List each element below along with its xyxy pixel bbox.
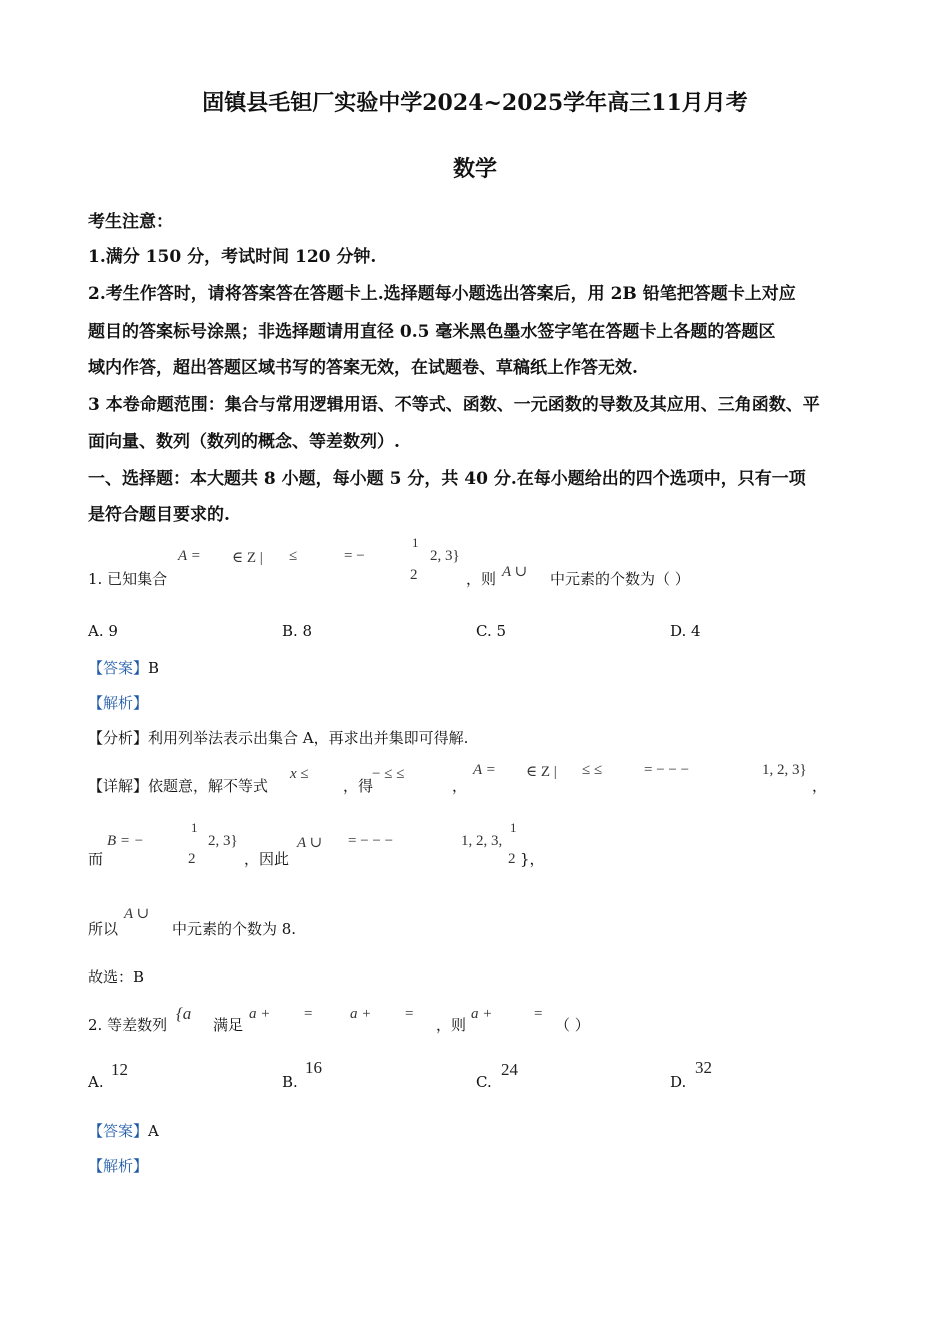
notice-line-2b: 题目的答案标号涂黑；非选择题请用直径 0.5 毫米黑色墨水签字笔在答题卡上各题的答题区 (88, 322, 776, 342)
q1-er: 而 (88, 850, 104, 868)
q1-b-frac-den: 2 (188, 851, 196, 867)
q1-u-math-2: = − − − (348, 833, 394, 849)
q2-manzu: 满足 (213, 1016, 244, 1034)
q1-option-b: B. 8 (282, 622, 313, 640)
section-heading: 一、选择题：本大题共 8 小题，每小题 5 分，共 40 分.在每小题给出的四个选项中，只有一项 (88, 469, 806, 489)
q1-suoyi: 所以 (88, 920, 119, 938)
q2-math-1: a + (249, 1006, 271, 1022)
q1-math-set: 2, 3} (430, 548, 460, 564)
q1-detail-math-2: − ≤ ≤ (372, 766, 405, 782)
q1-b-math-1: B = − (107, 833, 144, 849)
q2-option-a-value: 12 (111, 1060, 128, 1079)
q1-detail-comma: ， (452, 777, 468, 795)
q1-suffix: 中元素的个数为（ ） (550, 570, 690, 588)
q2-math-seq: {a (176, 1004, 192, 1023)
q1-answer: 【答案】B (88, 659, 160, 677)
q1-detail-math-4: ∈ Z | (526, 764, 557, 780)
notice-line-1: 1.满分 150 分，考试时间 120 分钟. (88, 247, 377, 267)
q2-math-3: a + (350, 1006, 372, 1022)
q1-yinci: ，因此 (244, 850, 290, 868)
q1-math-eq: = − (344, 548, 365, 564)
q1-option-d: D. 4 (670, 622, 701, 640)
q1-detail-de: ，得 (343, 777, 374, 795)
q1-detail-end: ， (812, 777, 828, 795)
q1-math-le: ≤ (289, 548, 298, 564)
page-title: 固镇县毛钽厂实验中学2024~2025学年高三11月月考 (202, 90, 748, 116)
q2-math-2: = (304, 1006, 313, 1022)
q1-math-union: A ∪ (502, 564, 528, 580)
notice-line-3b: 面向量、数列（数列的概念、等差数列）. (88, 432, 400, 452)
q1-option-a: A. 9 (88, 622, 118, 640)
q1-frac-den: 2 (410, 567, 418, 583)
q2-option-c-value: 24 (501, 1060, 518, 1079)
q2-math-5: a + (471, 1006, 493, 1022)
q2-math-4: = (405, 1006, 414, 1022)
q2-analysis-tag: 【解析】 (88, 1157, 149, 1175)
q1-detail-math-7: 1, 2, 3} (762, 762, 807, 778)
q2-prefix: 2. 等差数列 (88, 1016, 168, 1034)
q1-option-c: C. 5 (476, 622, 507, 640)
q1-u-frac-num: 1 (510, 820, 517, 835)
q1-b-math-2: 2, 3} (208, 833, 238, 849)
q1-u-math-3: 1, 2, 3, (461, 833, 503, 849)
q1-mid: ，则 (466, 570, 497, 588)
q1-b-frac-num: 1 (191, 820, 198, 835)
q1-prefix: 1. 已知集合 (88, 570, 168, 588)
q1-detail-math-5: ≤ ≤ (582, 762, 603, 778)
q1-fenxi: 【分析】利用列举法表示出集合 A，再求出并集即可得解. (88, 729, 469, 747)
q2-option-d-value: 32 (695, 1058, 712, 1077)
q2-math-6: = (534, 1006, 543, 1022)
q2-option-b-value: 16 (305, 1058, 322, 1077)
notice-line-2a: 2.考生作答时，请将答案答在答题卡上.选择题每小题选出答案后，用 2B 铅笔把答题卡上对应 (88, 284, 796, 304)
q1-frac-num: 1 (412, 535, 419, 550)
q1-u-math-1: A ∪ (297, 835, 323, 851)
q1-suoyi-end: 中元素的个数为 8. (172, 920, 297, 938)
q2-answer: 【答案】A (88, 1122, 159, 1140)
q2-option-a-label: A. (88, 1073, 104, 1091)
q1-detail-math-6: = − − − (644, 762, 690, 778)
q1-detail-math-1: x ≤ (290, 766, 309, 782)
subject-title: 数学 (452, 156, 497, 182)
q2-option-c-label: C. (476, 1073, 492, 1091)
q1-guxuan: 故选：B (88, 968, 145, 986)
q1-math-a: A = (178, 548, 201, 564)
section-heading-cont: 是符合题目要求的. (88, 505, 230, 525)
notice-line-3a: 3 本卷命题范围：集合与常用逻辑用语、不等式、函数、一元函数的导数及其应用、三角函数、平 (88, 395, 820, 415)
q1-detail-line: 【详解】依题意，解不等式 (88, 777, 269, 795)
q2-option-d-label: D. (670, 1073, 687, 1091)
q2-option-b-label: B. (282, 1073, 298, 1091)
q2-ze: ，则 (436, 1016, 467, 1034)
q1-analysis-tag: 【解析】 (88, 694, 149, 712)
q2-suffix: （ ） (555, 1016, 590, 1034)
q1-u-end: }， (520, 850, 545, 868)
notice-line-2c: 域内作答，超出答题区域书写的答案无效，在试题卷、草稿纸上作答无效. (88, 358, 638, 378)
q1-u-frac-den: 2 (508, 851, 516, 867)
q1-suoyi-math: A ∪ (124, 906, 150, 922)
q1-math-in: ∈ Z | (232, 550, 263, 566)
q1-detail-math-3: A = (473, 762, 496, 778)
notice-heading: 考生注意： (88, 212, 173, 232)
